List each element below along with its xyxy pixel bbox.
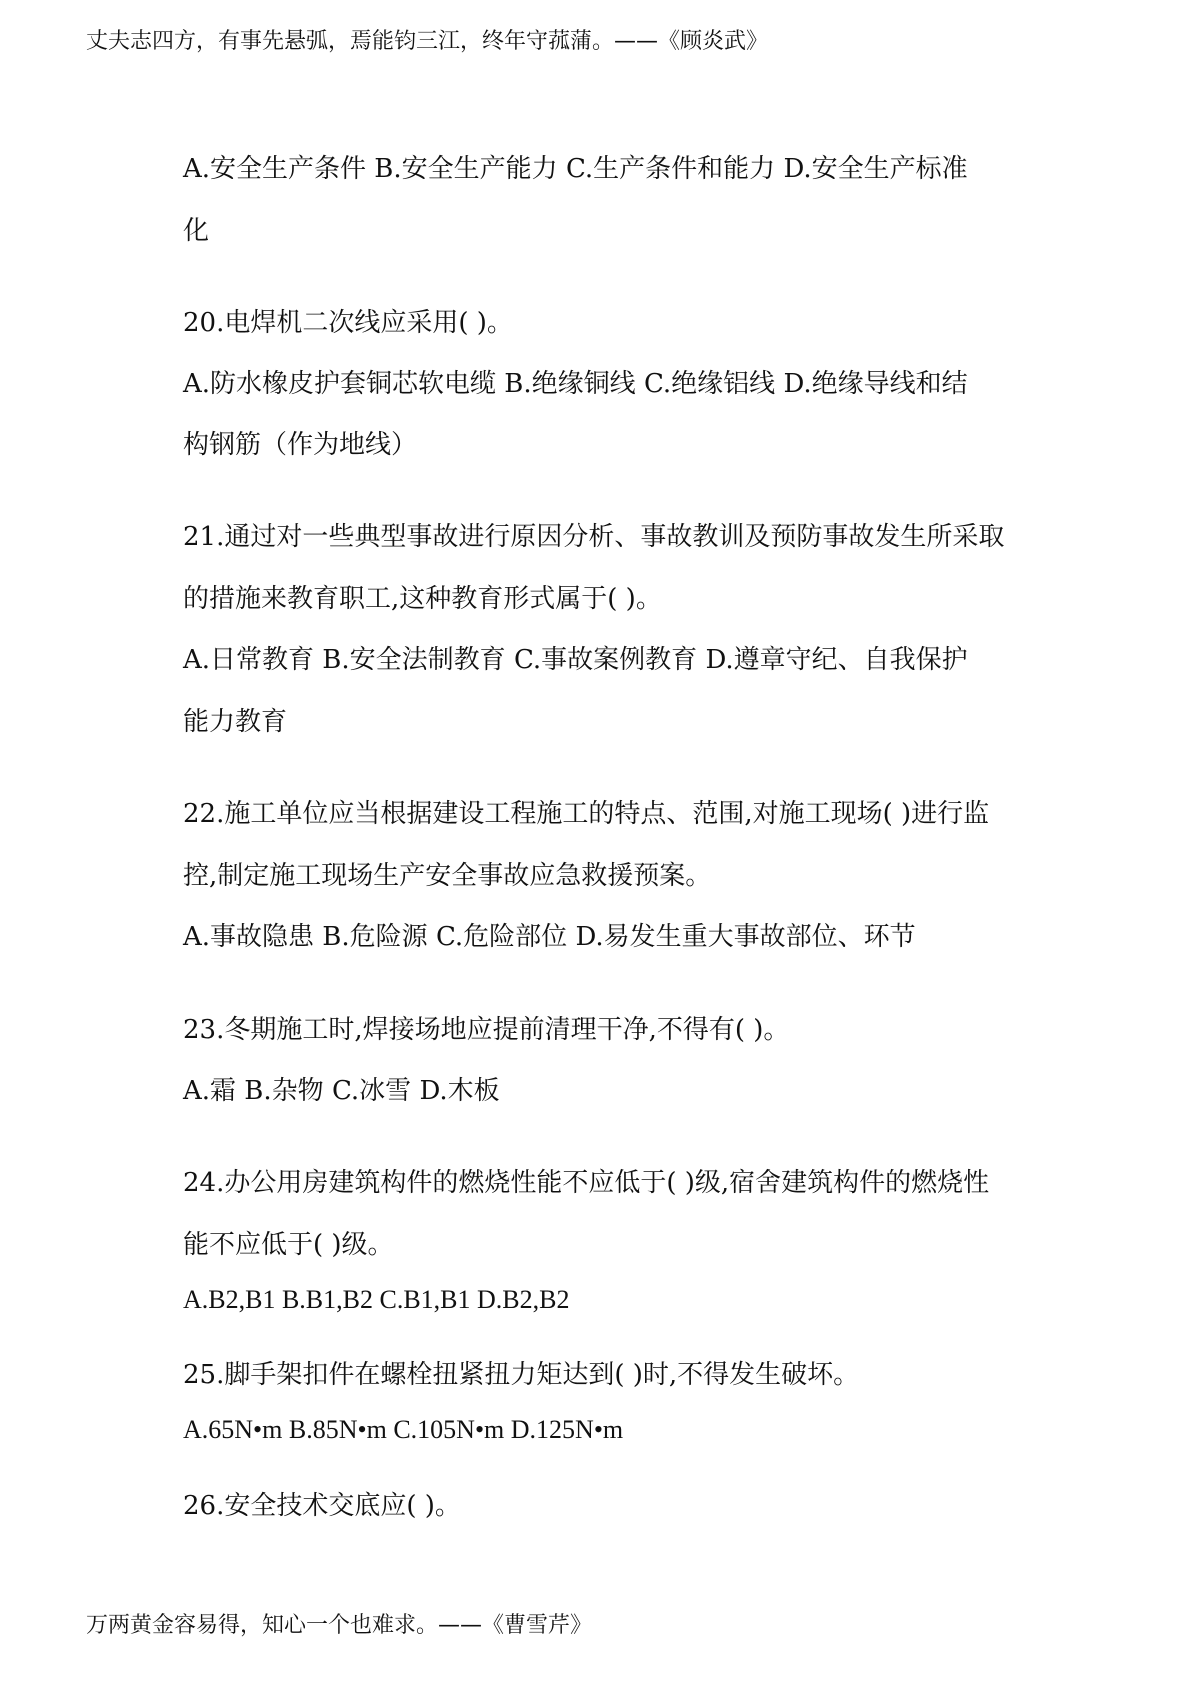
q23-options: A.霜 B.杂物 C.冰雪 D.木板 — [183, 1076, 500, 1106]
q20-options-line2: 构钢筋（作为地线） — [183, 430, 418, 460]
q24-stem-line2: 能不应低于( )级。 — [183, 1230, 394, 1260]
q21-stem-line2: 的措施来教育职工,这种教育形式属于( )。 — [183, 584, 662, 614]
q22-stem-line2: 控,制定施工现场生产安全事故应急救援预案。 — [183, 861, 712, 891]
q24-stem-line1: 24.办公用房建筑构件的燃烧性能不应低于( )级,宿舍建筑构件的燃烧性 — [183, 1168, 990, 1198]
q22-options: A.事故隐患 B.危险源 C.危险部位 D.易发生重大事故部位、环节 — [183, 922, 916, 952]
q21-options-line2: 能力教育 — [183, 707, 288, 737]
q25-stem: 25.脚手架扣件在螺栓扭紧扭力矩达到( )时,不得发生破坏。 — [183, 1360, 860, 1390]
q19-options-line1: A.安全生产条件 B.安全生产能力 C.生产条件和能力 D.安全生产标准 — [183, 154, 968, 184]
q20-stem: 20.电焊机二次线应采用( )。 — [183, 308, 513, 338]
q19-options-line2: 化 — [183, 216, 210, 246]
q20-options-line1: A.防水橡皮护套铜芯软电缆 B.绝缘铜线 C.绝缘铝线 D.绝缘导线和结 — [183, 369, 968, 399]
q26-stem: 26.安全技术交底应( )。 — [183, 1491, 461, 1521]
footer-quote: 万两黄金容易得，知心一个也难求。——《曹雪芹》 — [86, 1613, 593, 1638]
q21-stem-line1: 21.通过对一些典型事故进行原因分析、事故教训及预防事故发生所采取 — [183, 522, 1005, 552]
q21-options-line1: A.日常教育 B.安全法制教育 C.事故案例教育 D.遵章守纪、自我保护 — [183, 645, 968, 675]
q23-stem: 23.冬期施工时,焊接场地应提前清理干净,不得有( )。 — [183, 1015, 790, 1045]
q24-options: A.B2,B1 B.B1,B2 C.B1,B1 D.B2,B2 — [183, 1285, 570, 1314]
q22-stem-line1: 22.施工单位应当根据建设工程施工的特点、范围,对施工现场( )进行监 — [183, 799, 990, 829]
q25-options: A.65N•m B.85N•m C.105N•m D.125N•m — [183, 1415, 624, 1444]
header-quote: 丈夫志四方，有事先悬弧，焉能钧三江，终年守菰蒲。——《顾炎武》 — [86, 29, 769, 54]
